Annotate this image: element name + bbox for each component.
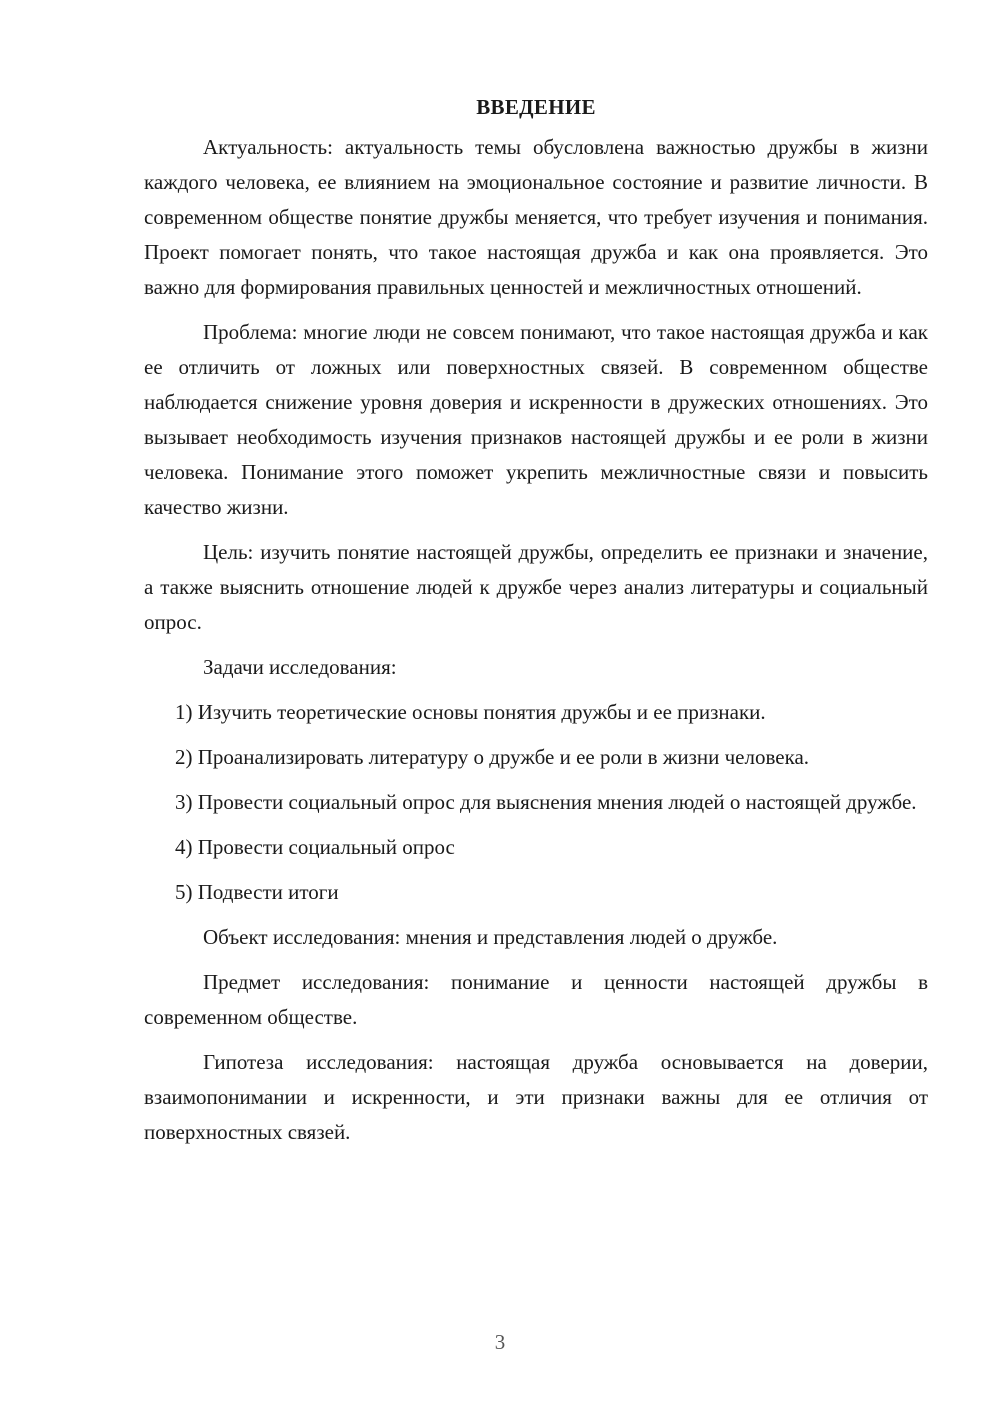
task-item-1: 1) Изучить теоретические основы понятия дружбы и ее признаки. [175, 700, 766, 724]
goal-paragraph: Цель: изучить понятие настоящей дружбы, определить ее признаки и значение, а также выяснить отношение людей к дружбе через анализ литературы и социальный опрос. [144, 540, 928, 634]
hypothesis-paragraph: Гипотеза исследования: настоящая дружба основывается на доверии, взаимопонимании и искренности, и эти признаки важны для ее отличия от поверхностных связей. [144, 1050, 928, 1144]
task-item-2: 2) Проанализировать литературу о дружбе и ее роли в жизни человека. [175, 745, 810, 769]
object-paragraph: Объект исследования: мнения и представления людей о дружбе. [203, 925, 778, 949]
task-item-3: 3) Провести социальный опрос для выяснения мнения людей о настоящей дружбе. [175, 790, 917, 814]
section-title: ВВЕДЕНИЕ [476, 95, 596, 119]
document-page [144, 90, 928, 1160]
relevance-paragraph: Актуальность: актуальность темы обусловлена важностью дружбы в жизни каждого человека, ее влиянием на эмоциональное состояние и развитие личности. В современном обществе понятие дружбы меняется, что требует изучения и понимания. Проект помогает понять, что такое настоящая дружба и как она проявляется. Это важно для формирования правильных ценностей и межличностных отношений. [144, 135, 928, 299]
page-number: 3 [494, 1330, 506, 1354]
subject-paragraph: Предмет исследования: понимание и ценности настоящей дружбы в современном обществе. [144, 970, 928, 1029]
task-item-5: 5) Подвести итоги [175, 880, 339, 904]
tasks-heading: Задачи исследования: [203, 655, 397, 679]
task-item-4: 4) Провести социальный опрос [175, 835, 455, 859]
problem-paragraph: Проблема: многие люди не совсем понимают, что такое настоящая дружба и как ее отличить от ложных или поверхностных связей. В современном обществе наблюдается снижение уровня доверия и искренности в дружеских отношениях. Это вызывает необходимость изучения признаков настоящей дружбы и ее роли в жизни человека. Понимание этого поможет укрепить межличностные связи и повысить качество жизни. [144, 320, 928, 519]
